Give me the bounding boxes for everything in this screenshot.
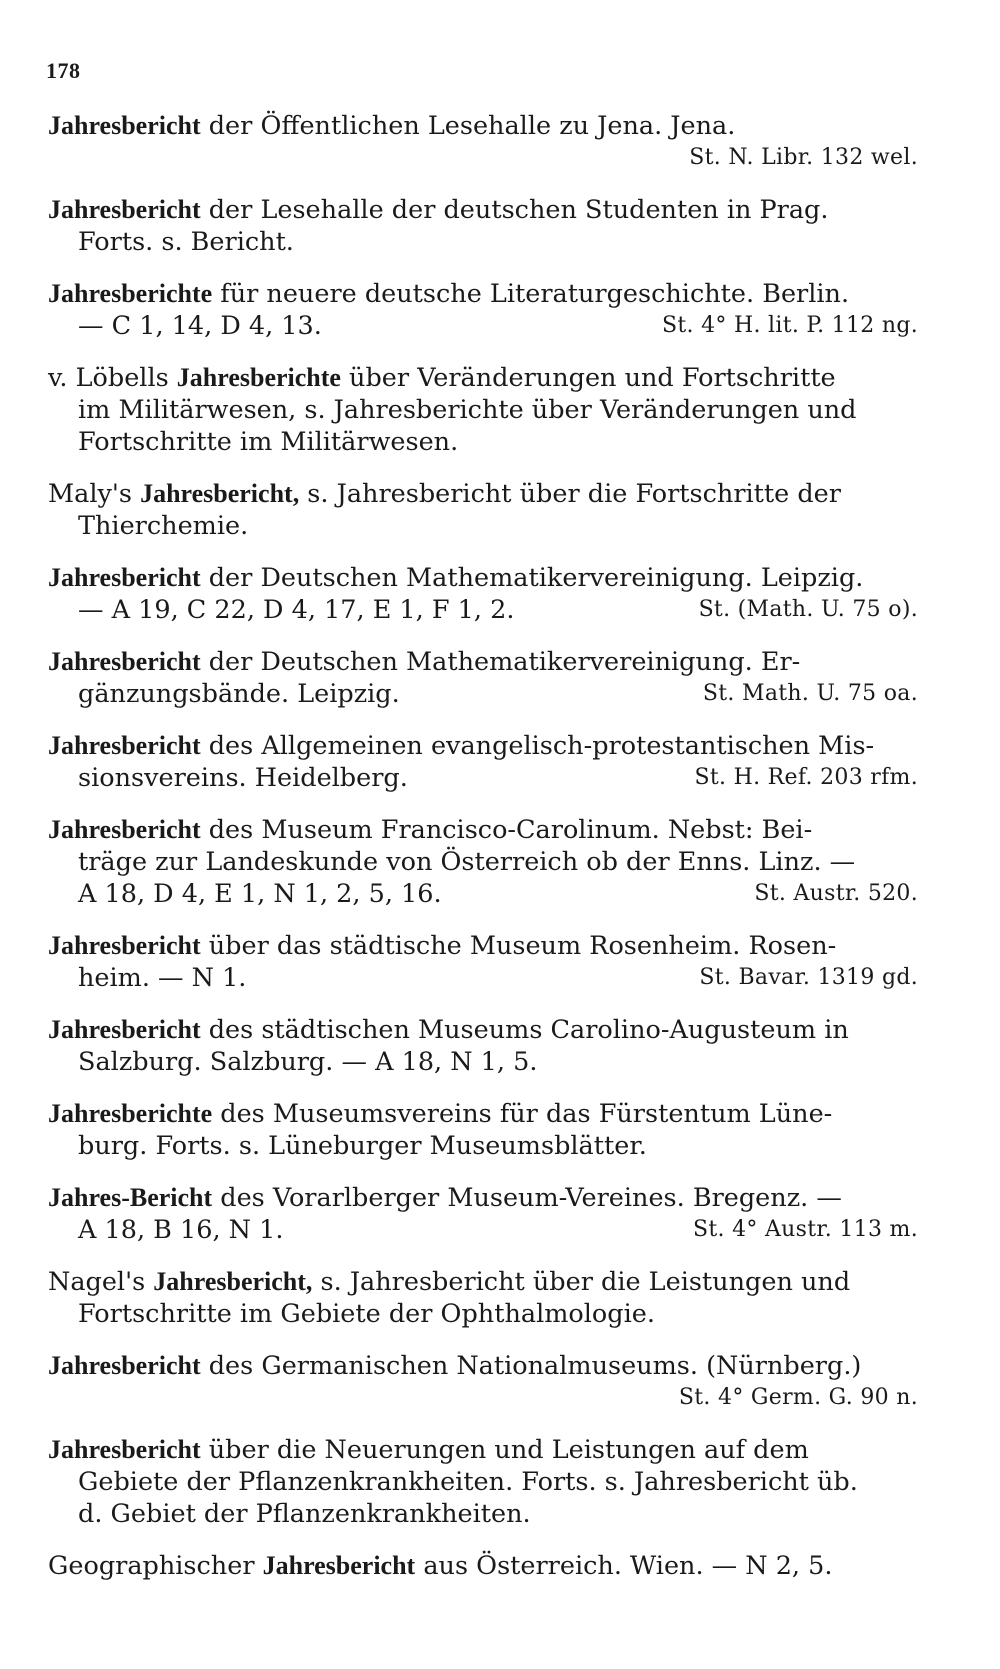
entry-line xyxy=(48,562,918,594)
entry-line xyxy=(48,1046,918,1078)
catalog-entry xyxy=(48,646,918,710)
shelf-signature: St. 4° Austr. 113 m. xyxy=(692,1217,918,1242)
shelf-signature: St. (Math. U. 75 o). xyxy=(698,597,918,622)
entry-line xyxy=(48,142,918,174)
entry-line xyxy=(48,1350,918,1382)
entry-keyword: Jahres-Bericht xyxy=(48,1183,213,1212)
entry-text: der Lesehalle der deutschen Studenten in Prag. xyxy=(200,195,829,225)
entry-prefix: Nagel's xyxy=(48,1267,154,1297)
shelf-signature: St. Bavar. 1319 gd. xyxy=(699,965,918,990)
entry-keyword: Jahresbericht xyxy=(48,111,201,140)
entry-line xyxy=(48,762,918,794)
entry-line xyxy=(48,730,918,762)
entry-text: über Veränderungen und Fortschritte xyxy=(340,363,836,393)
entry-line xyxy=(48,846,918,878)
entry-line xyxy=(48,478,918,510)
entry-text: — C 1, 14, D 4, 13. xyxy=(78,311,322,341)
entry-text: des städtischen Museums Carolino-Augusteum in xyxy=(200,1015,849,1045)
entry-line xyxy=(48,1182,918,1214)
entry-line xyxy=(48,1130,918,1162)
entry-text: A 18, B 16, N 1. xyxy=(78,1215,284,1245)
entry-prefix: Maly's xyxy=(48,479,141,509)
shelf-signature: St. Math. U. 75 oa. xyxy=(702,681,918,706)
entry-keyword: Jahresbericht xyxy=(48,815,201,844)
entry-line xyxy=(48,1298,918,1330)
entry-text: aus Österreich. Wien. — N 2, 5. xyxy=(415,1551,833,1581)
entry-text: burg. Forts. s. Lüneburger Museumsblätter. xyxy=(78,1131,647,1161)
entry-text: im Militärwesen, s. Jahresberichte über Veränderungen und xyxy=(78,395,857,425)
entry-keyword: Jahresbericht xyxy=(48,931,201,960)
catalog-entry xyxy=(48,1434,918,1530)
entry-keyword: Jahresbericht xyxy=(48,1435,201,1464)
entry-keyword: Jahresbericht xyxy=(48,563,201,592)
entry-line xyxy=(48,1098,918,1130)
entry-line xyxy=(48,878,918,910)
entry-line xyxy=(48,194,918,226)
entry-text: heim. — N 1. xyxy=(78,963,247,993)
entry-text: s. Jahresbericht über die Fortschritte der xyxy=(299,479,841,509)
bibliography-entries xyxy=(48,110,918,1602)
entry-line xyxy=(48,814,918,846)
entry-prefix: Geographischer xyxy=(48,1551,263,1581)
entry-text: für neuere deutsche Literaturgeschichte. Berlin. xyxy=(212,279,850,309)
entry-text: des Vorarlberger Museum-Vereines. Bregenz. — xyxy=(212,1183,842,1213)
catalog-entry xyxy=(48,1550,918,1582)
entry-line xyxy=(48,1014,918,1046)
entry-text: Fortschritte im Gebiete der Ophthalmologie. xyxy=(78,1299,655,1329)
entry-line xyxy=(48,678,918,710)
entry-line xyxy=(48,1498,918,1530)
entry-text: Salzburg. Salzburg. — A 18, N 1, 5. xyxy=(78,1047,538,1077)
entry-line xyxy=(48,394,918,426)
entry-line xyxy=(48,110,918,142)
entry-line xyxy=(48,646,918,678)
entry-text: sionsvereins. Heidelberg. xyxy=(78,763,408,793)
entry-text: s. Jahresbericht über die Leistungen und xyxy=(312,1267,851,1297)
entry-text: — A 19, C 22, D 4, 17, E 1, F 1, 2. xyxy=(78,595,515,625)
entry-text: A 18, D 4, E 1, N 1, 2, 5, 16. xyxy=(78,879,442,909)
entry-keyword: Jahresberichte xyxy=(176,363,341,392)
entry-line xyxy=(48,930,918,962)
catalog-entry xyxy=(48,562,918,626)
entry-text: Fortschritte im Militärwesen. xyxy=(78,427,459,457)
entry-line xyxy=(48,1434,918,1466)
entry-line xyxy=(48,594,918,626)
entry-text: über die Neuerungen und Leistungen auf dem xyxy=(200,1435,809,1465)
shelf-signature: St. N. Libr. 132 wel. xyxy=(689,145,918,170)
entry-keyword: Jahresbericht, xyxy=(140,479,300,508)
entry-text: Forts. s. Bericht. xyxy=(78,227,294,257)
entry-text: träge zur Landeskunde von Österreich ob der Enns. Linz. — xyxy=(78,847,856,877)
catalog-entry xyxy=(48,1098,918,1162)
entry-text: der Deutschen Mathematikervereinigung. Leipzig. xyxy=(200,563,864,593)
entry-keyword: Jahresbericht, xyxy=(153,1267,313,1296)
catalog-entry xyxy=(48,1266,918,1330)
catalog-entry xyxy=(48,278,918,342)
catalog-entry xyxy=(48,730,918,794)
entry-keyword: Jahresbericht xyxy=(48,1351,201,1380)
entry-keyword: Jahresbericht xyxy=(48,647,201,676)
entry-line xyxy=(48,426,918,458)
entry-keyword: Jahresbericht xyxy=(262,1551,416,1580)
entry-line xyxy=(48,1266,918,1298)
entry-keyword: Jahresbericht xyxy=(48,1015,201,1044)
entry-text: d. Gebiet der Pflanzenkrankheiten. xyxy=(78,1499,531,1529)
entry-text: gänzungsbände. Leipzig. xyxy=(78,679,400,709)
entry-keyword: Jahresberichte xyxy=(48,279,213,308)
catalog-entry xyxy=(48,1350,918,1414)
entry-line xyxy=(48,226,918,258)
entry-text: Thierchemie. xyxy=(78,511,249,541)
shelf-signature: St. H. Ref. 203 rfm. xyxy=(694,765,918,790)
entry-line xyxy=(48,1382,918,1414)
entry-line xyxy=(48,362,918,394)
catalog-entry xyxy=(48,1182,918,1246)
entry-text: über das städtische Museum Rosenheim. Rosen- xyxy=(200,931,837,961)
page-number: 178 xyxy=(46,58,81,83)
shelf-signature: St. Austr. 520. xyxy=(754,881,918,906)
entry-keyword: Jahresberichte xyxy=(48,1099,213,1128)
shelf-signature: St. 4° Germ. G. 90 n. xyxy=(678,1385,918,1410)
catalog-entry xyxy=(48,478,918,542)
catalog-entry xyxy=(48,194,918,258)
entry-text: Gebiete der Pflanzenkrankheiten. Forts. s. Jahresbericht üb. xyxy=(78,1467,858,1497)
catalog-entry xyxy=(48,362,918,458)
entry-keyword: Jahresbericht xyxy=(48,195,201,224)
entry-text: des Museumsvereins für das Fürstentum Lüne- xyxy=(212,1099,833,1129)
entry-text: des Museum Francisco-Carolinum. Nebst: Bei- xyxy=(200,815,813,845)
entry-text: des Germanischen Nationalmuseums. (Nürnberg.) xyxy=(200,1351,862,1381)
entry-line xyxy=(48,310,918,342)
catalog-entry xyxy=(48,814,918,910)
entry-text: der Öffentlichen Lesehalle zu Jena. Jena. xyxy=(200,111,736,141)
catalog-entry xyxy=(48,110,918,174)
entry-keyword: Jahresbericht xyxy=(48,731,201,760)
entry-prefix: v. Löbells xyxy=(48,363,177,393)
entry-line xyxy=(48,962,918,994)
entry-line xyxy=(48,1466,918,1498)
catalog-entry xyxy=(48,1014,918,1078)
entry-line xyxy=(48,278,918,310)
entry-text: der Deutschen Mathematikervereinigung. Er- xyxy=(200,647,801,677)
shelf-signature: St. 4° H. lit. P. 112 ng. xyxy=(661,313,918,338)
entry-line xyxy=(48,1550,918,1582)
entry-line xyxy=(48,1214,918,1246)
entry-text: des Allgemeinen evangelisch-protestantischen Mis- xyxy=(200,731,875,761)
entry-line xyxy=(48,510,918,542)
catalog-entry xyxy=(48,930,918,994)
